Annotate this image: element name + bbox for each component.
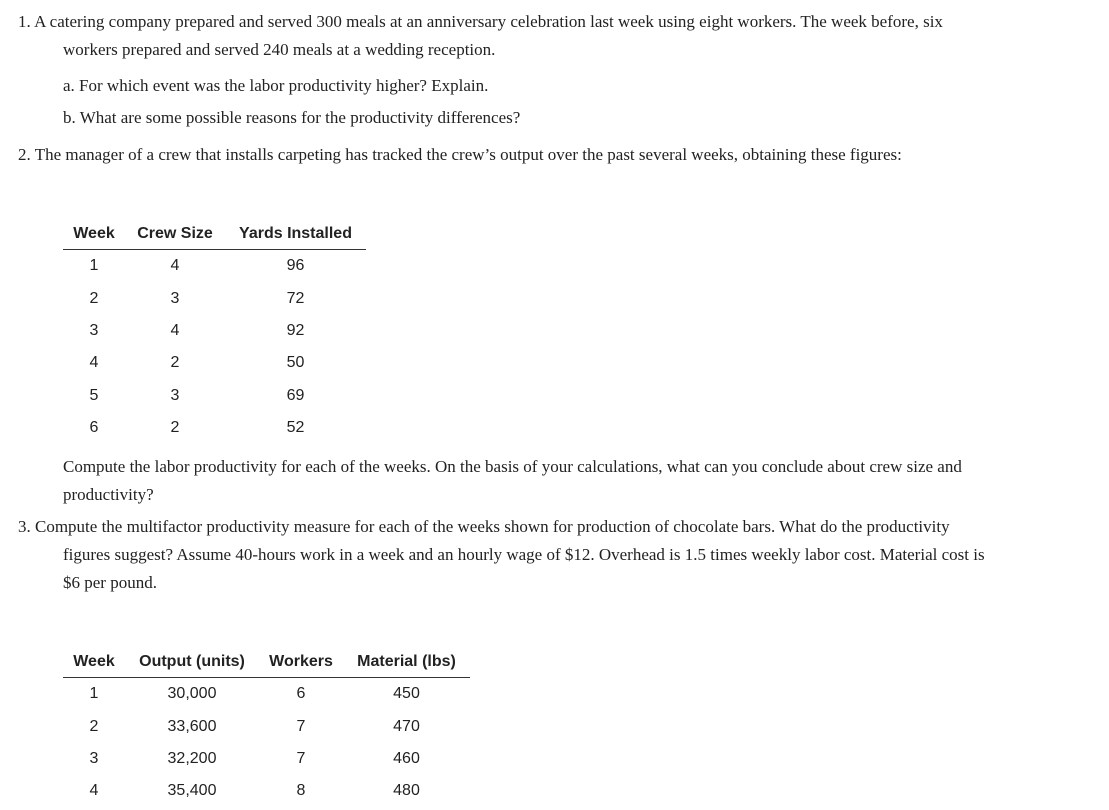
question-3-line-1: 3. Compute the multifactor productivity measure for each of the weeks shown for production of chocolate bars. What do the productivity: [18, 517, 950, 536]
table-row: [63, 412, 366, 444]
question-3-line-2: figures suggest? Assume 40-hours work in a week and an hourly wage of $12. Overhead is 1.5 times weekly labor cost. Material cost is: [63, 545, 985, 564]
cell-week: 3: [89, 321, 99, 339]
cell-crew-size: 4: [170, 321, 180, 339]
cell-crew-size: 2: [170, 419, 180, 437]
cell-crew-size: 3: [170, 386, 180, 404]
cell-week: 6: [89, 419, 99, 437]
question-1b: b. What are some possible reasons for the productivity differences?: [63, 108, 521, 127]
question-1-line-1: [18, 8, 1098, 36]
cell-workers: 8: [296, 782, 306, 800]
cell-material-lbs: 460: [393, 749, 420, 767]
column-header-week: Week: [73, 652, 115, 670]
column-header-week: Week: [73, 224, 115, 242]
cell-yards-installed: 92: [286, 321, 305, 339]
table-header-row: [63, 218, 366, 250]
cell-output-units: 33,600: [167, 717, 217, 735]
question-1-text-line-2: workers prepared and served 240 meals at a wedding reception.: [63, 40, 496, 59]
chocolate-production-table: [63, 646, 470, 808]
table-row: [63, 315, 366, 347]
table-row: [63, 710, 470, 742]
cell-yards-installed: 72: [286, 289, 305, 307]
table-header-row: [63, 646, 470, 678]
question-1-text-line-1: A catering company prepared and served 300 meals at an anniversary celebration last week using eight workers. The week before, six: [34, 12, 943, 31]
cell-yards-installed: 52: [286, 419, 305, 437]
cell-material-lbs: 480: [393, 782, 420, 800]
column-header-workers: Workers: [269, 652, 333, 670]
cell-yards-installed: 50: [286, 354, 305, 372]
table-row: [63, 775, 470, 807]
table-row: [63, 250, 366, 283]
question-1-number: 1.: [18, 12, 31, 31]
cell-week: 2: [89, 289, 99, 307]
cell-crew-size: 2: [170, 354, 180, 372]
question-2-followup-line-1: Compute the labor productivity for each of the weeks. On the basis of your calculations, what can you conclude about crew size and: [63, 457, 962, 476]
cell-output-units: 30,000: [167, 685, 217, 703]
cell-workers: 7: [296, 749, 306, 767]
cell-week: 1: [89, 257, 99, 275]
table-row: [63, 743, 470, 775]
question-3-line-3: $6 per pound.: [63, 573, 157, 592]
cell-week: 1: [89, 685, 99, 703]
table-row: [63, 678, 470, 711]
cell-week: 3: [89, 749, 99, 767]
cell-workers: 6: [296, 685, 306, 703]
column-header-crew-size: Crew Size: [137, 224, 213, 242]
table-row: [63, 380, 366, 412]
column-header-yards-installed: Yards Installed: [239, 224, 352, 242]
cell-week: 2: [89, 717, 99, 735]
question-2-followup-line-2: productivity?: [63, 485, 154, 504]
cell-week: 4: [89, 782, 99, 800]
cell-week: 5: [89, 386, 99, 404]
table-row: [63, 282, 366, 314]
cell-yards-installed: 69: [286, 386, 305, 404]
cell-crew-size: 4: [170, 257, 180, 275]
cell-material-lbs: 470: [393, 717, 420, 735]
cell-material-lbs: 450: [393, 685, 420, 703]
table-row: [63, 347, 366, 379]
question-1: [18, 8, 1098, 64]
cell-workers: 7: [296, 717, 306, 735]
cell-yards-installed: 96: [286, 257, 305, 275]
cell-crew-size: 3: [170, 289, 180, 307]
column-header-output-units: Output (units): [139, 652, 245, 670]
question-1a: a. For which event was the labor productivity higher? Explain.: [63, 76, 489, 95]
cell-output-units: 32,200: [167, 749, 217, 767]
column-header-material-lbs: Material (lbs): [357, 652, 456, 670]
crew-output-table: [63, 218, 366, 444]
question-2: 2. The manager of a crew that installs carpeting has tracked the crew’s output over the past several weeks, obtaining these figures:: [18, 145, 902, 164]
cell-week: 4: [89, 354, 99, 372]
cell-output-units: 35,400: [167, 782, 217, 800]
